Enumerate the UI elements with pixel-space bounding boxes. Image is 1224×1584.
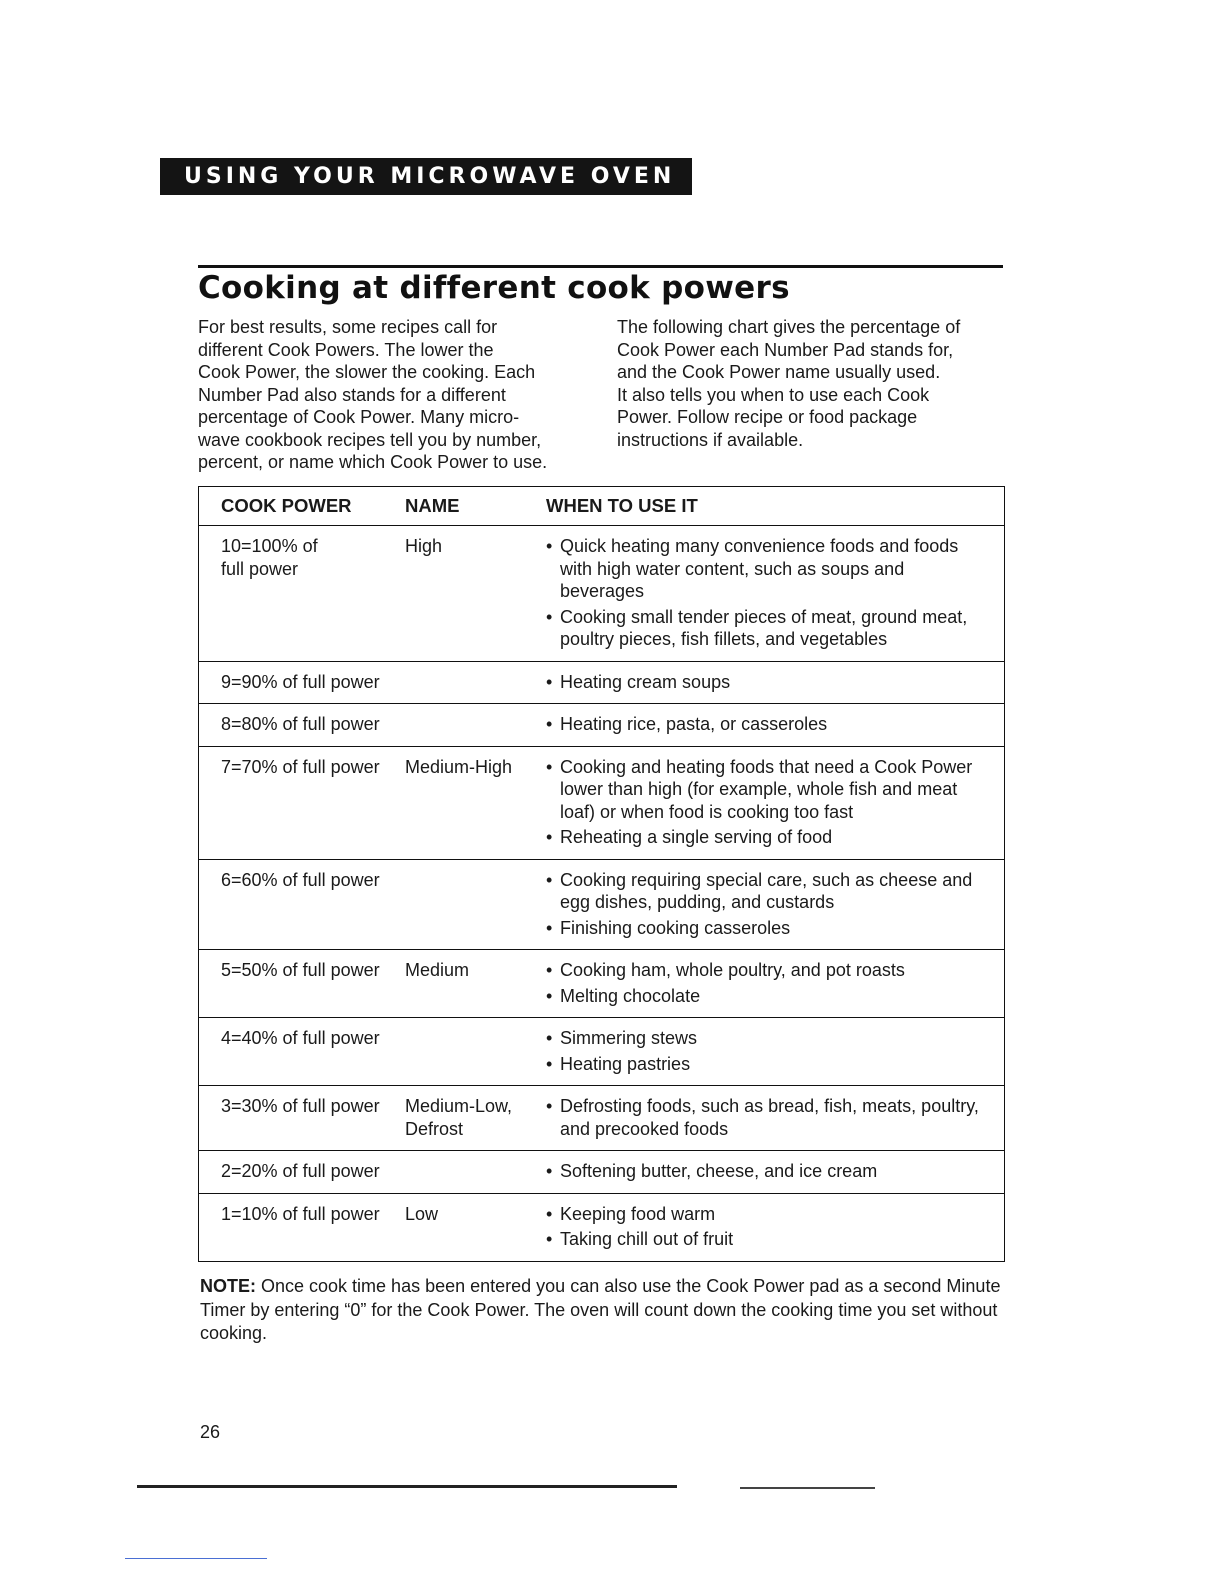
note-label: NOTE: xyxy=(200,1276,256,1296)
when-to-use-cell xyxy=(546,756,1004,849)
table-row xyxy=(199,662,1004,705)
cook-power-cell: 4=40% of full power xyxy=(221,1028,380,1048)
use-bullet: • Finishing cooking casseroles xyxy=(546,917,990,940)
table-row xyxy=(199,1086,1004,1151)
power-name-cell xyxy=(405,1160,546,1183)
use-bullet: • Cooking requiring special care, such as cheese and egg dishes, pudding, and custards xyxy=(546,869,990,914)
use-bullet: • Heating cream soups xyxy=(546,671,990,694)
power-name-cell: Medium-Low, Defrost xyxy=(405,1096,513,1139)
cook-power-cell: 5=50% of full power xyxy=(221,960,380,980)
table-row xyxy=(199,1018,1004,1086)
cook-power-cell: 8=80% of full power xyxy=(221,714,380,734)
use-bullet: • Taking chill out of fruit xyxy=(546,1228,990,1251)
intro-left-paragraph: For best results, some recipes call for different Cook Powers. The lower the Cook Power, the slower the cooking. Each Number Pad also stands for a different percentage of Cook Power. Many micro- wave cookbook recipes tell you by number, percent, or name which Cook Power to use. xyxy=(198,317,548,472)
use-bullet: • Keeping food warm xyxy=(546,1203,990,1226)
power-name-cell xyxy=(405,869,546,940)
use-bullet: • Melting chocolate xyxy=(546,985,990,1008)
cook-power-cell: 6=60% of full power xyxy=(221,869,380,890)
table-row xyxy=(199,747,1004,860)
table-row xyxy=(199,704,1004,747)
cook-power-cell: 3=30% of full power xyxy=(221,1096,380,1116)
intro-right-paragraph: The following chart gives the percentage of Cook Power each Number Pad stands for, and the Cook Power name usually used. It also tells you when to use each Cook Power. Follow recipe or food package instructions if available. xyxy=(617,317,961,450)
page-title: Cooking at different cook powers xyxy=(198,270,790,306)
cook-power-cell: 2=20% of full power xyxy=(221,1161,380,1181)
table-row xyxy=(199,1151,1004,1194)
when-to-use-cell xyxy=(546,1160,1004,1183)
use-bullet: • Heating rice, pasta, or casseroles xyxy=(546,713,990,736)
power-name-cell: High xyxy=(405,536,443,556)
when-to-use-cell xyxy=(546,869,1004,940)
use-bullet: • Softening butter, cheese, and ice cream xyxy=(546,1160,990,1183)
use-bullet: • Simmering stews xyxy=(546,1027,990,1050)
header-when-to-use: WHEN TO USE IT xyxy=(546,495,698,516)
section-banner: USING YOUR MICROWAVE OVEN xyxy=(160,158,692,195)
when-to-use-cell xyxy=(546,1027,1004,1075)
use-bullet: • Cooking ham, whole poultry, and pot roasts xyxy=(546,959,990,982)
use-bullet: • Cooking small tender pieces of meat, ground meat, poultry pieces, fish fillets, and vegetables xyxy=(546,606,990,651)
table-body xyxy=(199,526,1004,1261)
note-paragraph xyxy=(200,1275,1012,1346)
when-to-use-cell xyxy=(546,535,1004,651)
use-bullet: • Cooking and heating foods that need a Cook Power lower than high (for example, whole fish and meat loaf) or when food is cooking too fast xyxy=(546,756,990,824)
header-cook-power: COOK POWER xyxy=(221,495,352,516)
page-number: 26 xyxy=(200,1422,221,1442)
table-row xyxy=(199,950,1004,1018)
footer-rule xyxy=(137,1485,677,1488)
cook-power-table xyxy=(198,486,1005,1262)
table-header-row xyxy=(199,487,1004,526)
when-to-use-cell xyxy=(546,671,1004,694)
when-to-use-cell xyxy=(546,1095,1004,1140)
power-name-cell xyxy=(405,1027,546,1075)
power-name-cell: Medium-High xyxy=(405,756,513,777)
power-name-cell: Low xyxy=(405,1203,439,1224)
table-row xyxy=(199,526,1004,662)
table-row xyxy=(199,860,1004,951)
when-to-use-cell xyxy=(546,713,1004,736)
when-to-use-cell xyxy=(546,959,1004,1007)
footer-link-underline xyxy=(125,1558,267,1559)
table-row xyxy=(199,1194,1004,1261)
power-name-cell: Medium xyxy=(405,960,470,980)
cook-power-cell: 1=10% of full power xyxy=(221,1203,380,1224)
use-bullet: • Reheating a single serving of food xyxy=(546,826,990,849)
power-name-cell xyxy=(405,671,546,694)
header-name: NAME xyxy=(405,495,460,516)
footer-rule-short xyxy=(740,1487,875,1489)
use-bullet: • Defrosting foods, such as bread, fish, meats, poultry, and precooked foods xyxy=(546,1095,990,1140)
when-to-use-cell xyxy=(546,1203,1004,1251)
use-bullet: • Quick heating many convenience foods and foods with high water content, such as soups and beverages xyxy=(546,535,990,603)
note-text: Once cook time has been entered you can also use the Cook Power pad as a second Minute Timer by entering “0” for the Cook Power. The oven will count down the cooking time you set without cooking. xyxy=(200,1276,1001,1343)
cook-power-cell: 10=100% of full power xyxy=(221,536,318,579)
cook-power-cell: 9=90% of full power xyxy=(221,671,380,692)
power-name-cell xyxy=(405,713,546,736)
title-rule xyxy=(198,265,1003,268)
use-bullet: • Heating pastries xyxy=(546,1053,990,1076)
cook-power-cell: 7=70% of full power xyxy=(221,756,380,777)
